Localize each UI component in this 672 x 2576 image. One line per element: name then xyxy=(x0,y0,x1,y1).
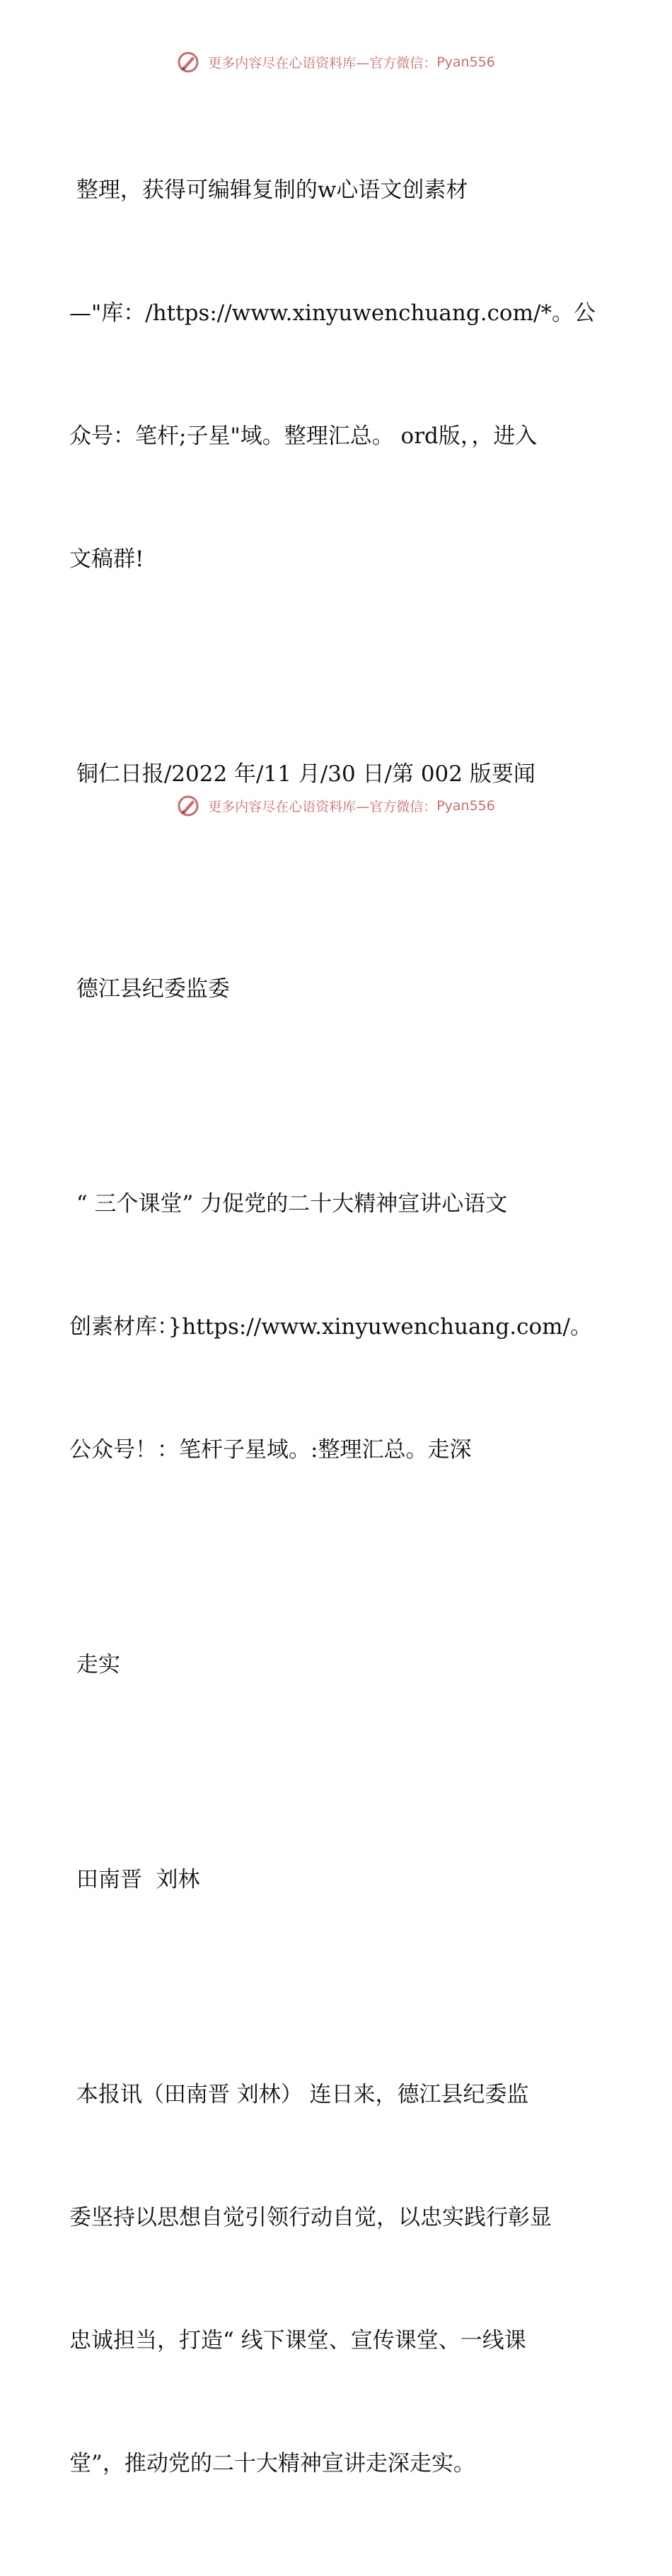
paragraph-headline-cont xyxy=(69,1562,614,1767)
paragraph-source xyxy=(69,672,614,877)
footer-watermark xyxy=(0,795,672,817)
footer-wechat-id: Pyan556 xyxy=(436,798,495,814)
header-wechat-id: Pyan556 xyxy=(436,54,495,70)
text-line: 堂”，推动党的二十大精神宣讲走深走实。 xyxy=(69,2451,475,2476)
text-line: 本报讯（田南晋 刘林） 连日来，德江县纪委监 xyxy=(69,2082,529,2107)
text-line: 铜仁日报/2022 年/11 月/30 日/第 002 版要闻 xyxy=(69,761,535,787)
paragraph-byline xyxy=(69,1777,614,1982)
paragraph-author-org xyxy=(69,886,614,1091)
text-line: 众号：笔杆;子星"域。整理汇总。 ord版，，进入 xyxy=(69,423,538,449)
text-line: 德江县纪委监委 xyxy=(69,976,230,1002)
text-line: 田南晋 刘林 xyxy=(69,1867,200,1892)
document-body xyxy=(69,88,614,2576)
text-line: —"库：/https://www.xinyuwenchuang.com/*。公 xyxy=(69,300,596,326)
footer-watermark-text: 更多内容尽在心语资料库—官方微信： xyxy=(208,799,437,815)
text-line: 忠诚担当，打造“ 线下课堂、宣传课堂、一线课 xyxy=(69,2328,526,2353)
text-line: 创素材库：}https://www.xinyuwenchuang.com/。 xyxy=(69,1314,592,1340)
header-watermark xyxy=(0,51,672,74)
text-line: 文稿群! xyxy=(69,546,144,572)
text-line: “ 三个课堂” 力促党的二十大精神宣讲心语文 xyxy=(69,1191,508,1217)
paragraph-headline xyxy=(69,1101,614,1552)
paragraph-intro xyxy=(69,88,614,662)
header-watermark-text: 更多内容尽在心语资料库—官方微信： xyxy=(208,55,437,71)
text-line: 整理，获得可编辑复制的w心语文创素材 xyxy=(69,177,468,203)
pen-logo-icon xyxy=(177,795,199,817)
text-line: 委坚持以思想自觉引领行动自觉，以忠实践行彰显 xyxy=(69,2205,552,2230)
paragraph-body xyxy=(69,1992,614,2566)
pen-logo-icon xyxy=(177,51,199,74)
text-line: 走实 xyxy=(69,1652,120,1678)
text-line: 公众号！：笔杆子星域。:整理汇总。走深 xyxy=(69,1437,472,1463)
